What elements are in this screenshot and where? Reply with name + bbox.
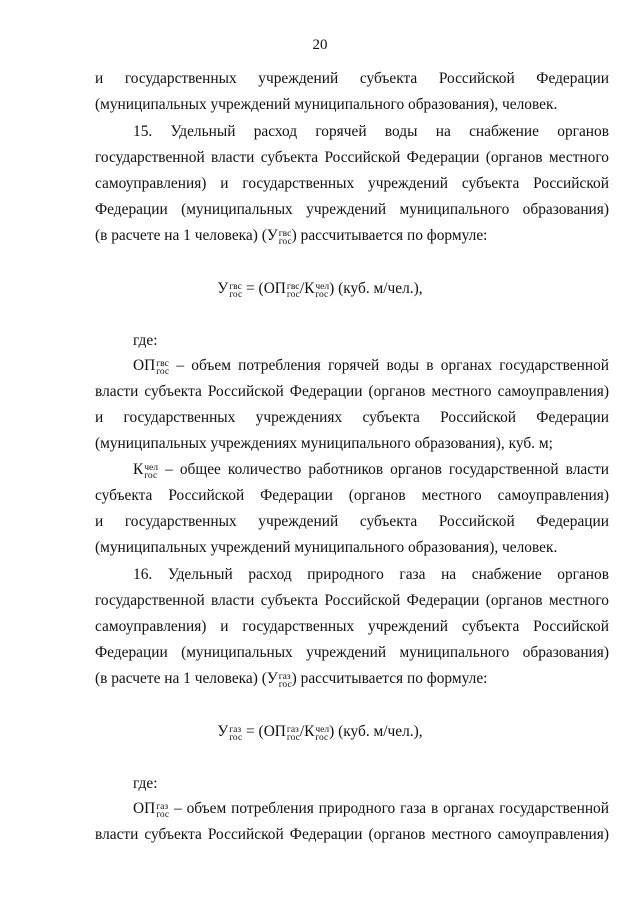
text-line: государственной власти субъекта Российской Федерации (органов местного [95,149,609,166]
symbol-U-gas: У газ гос [266,670,292,691]
hot-water-def-k: К чел гос – общее количество работников органов государственной власти [133,461,609,482]
text-line: где: [133,332,158,349]
gas-calc-line: (в расчете на 1 человека) (У газ гос ) рассчитывается по формуле: [95,670,488,691]
text-line: власти субъекта Российской Федерации (органов местного самоуправления) [95,383,609,400]
hot-water-formula: У гвс гос = (ОП гвс гос /К чел гос ) (куб. м/чел.), [217,280,423,301]
text-line: субъекта Российской Федерации (органов местного самоуправления) [95,487,609,504]
hot-water-calc-line: (в расчете на 1 человека) (У гвс гос ) рассчитывается по формуле: [95,227,488,248]
text-line: где: [133,775,158,792]
gas-def-op: ОП газ гос – объем потребления природного газа в органах государственной [133,800,609,821]
text-line: самоуправления) и государственных учреждений субъекта Российской [95,175,609,192]
text-line: (муниципальных учреждений муниципального образования), человек. [95,96,558,113]
text-line: и государственных учреждений субъекта Российской Федерации [95,70,609,87]
text-line: Федерации (муниципальных учреждений муниципального образования) [95,201,609,218]
text-line: (муниципальных учреждений муниципального образования), человек. [95,539,558,556]
hot-water-def-op: ОП гвс гос – объем потребления горячей воды в органах государственной [133,357,609,378]
text-line: власти субъекта Российской Федерации (органов местного самоуправления) [95,826,609,843]
text-line: самоуправления) и государственных учреждений субъекта Российской [95,618,609,635]
text-line: (муниципальных учреждениях муниципального образования), куб. м; [95,435,553,452]
gas-formula: У газ гос = (ОП газ гос /К чел гос ) (куб. м/чел.), [217,723,423,744]
text-line: Федерации (муниципальных учреждений муниципального образования) [95,644,609,661]
symbol-U-hot-water: У гвс гос [266,227,292,248]
text-line: 15. Удельный расход горячей воды на снабжение органов [133,123,609,140]
text-line: и государственных учреждениях субъекта Российской Федерации [95,409,609,426]
text-line: 16. Удельный расход природного газа на снабжение органов [133,566,609,583]
text-line: и государственных учреждений субъекта Российской Федерации [95,513,609,530]
text-line: государственной власти субъекта Российской Федерации (органов местного [95,592,609,609]
page-number: 20 [312,37,328,53]
